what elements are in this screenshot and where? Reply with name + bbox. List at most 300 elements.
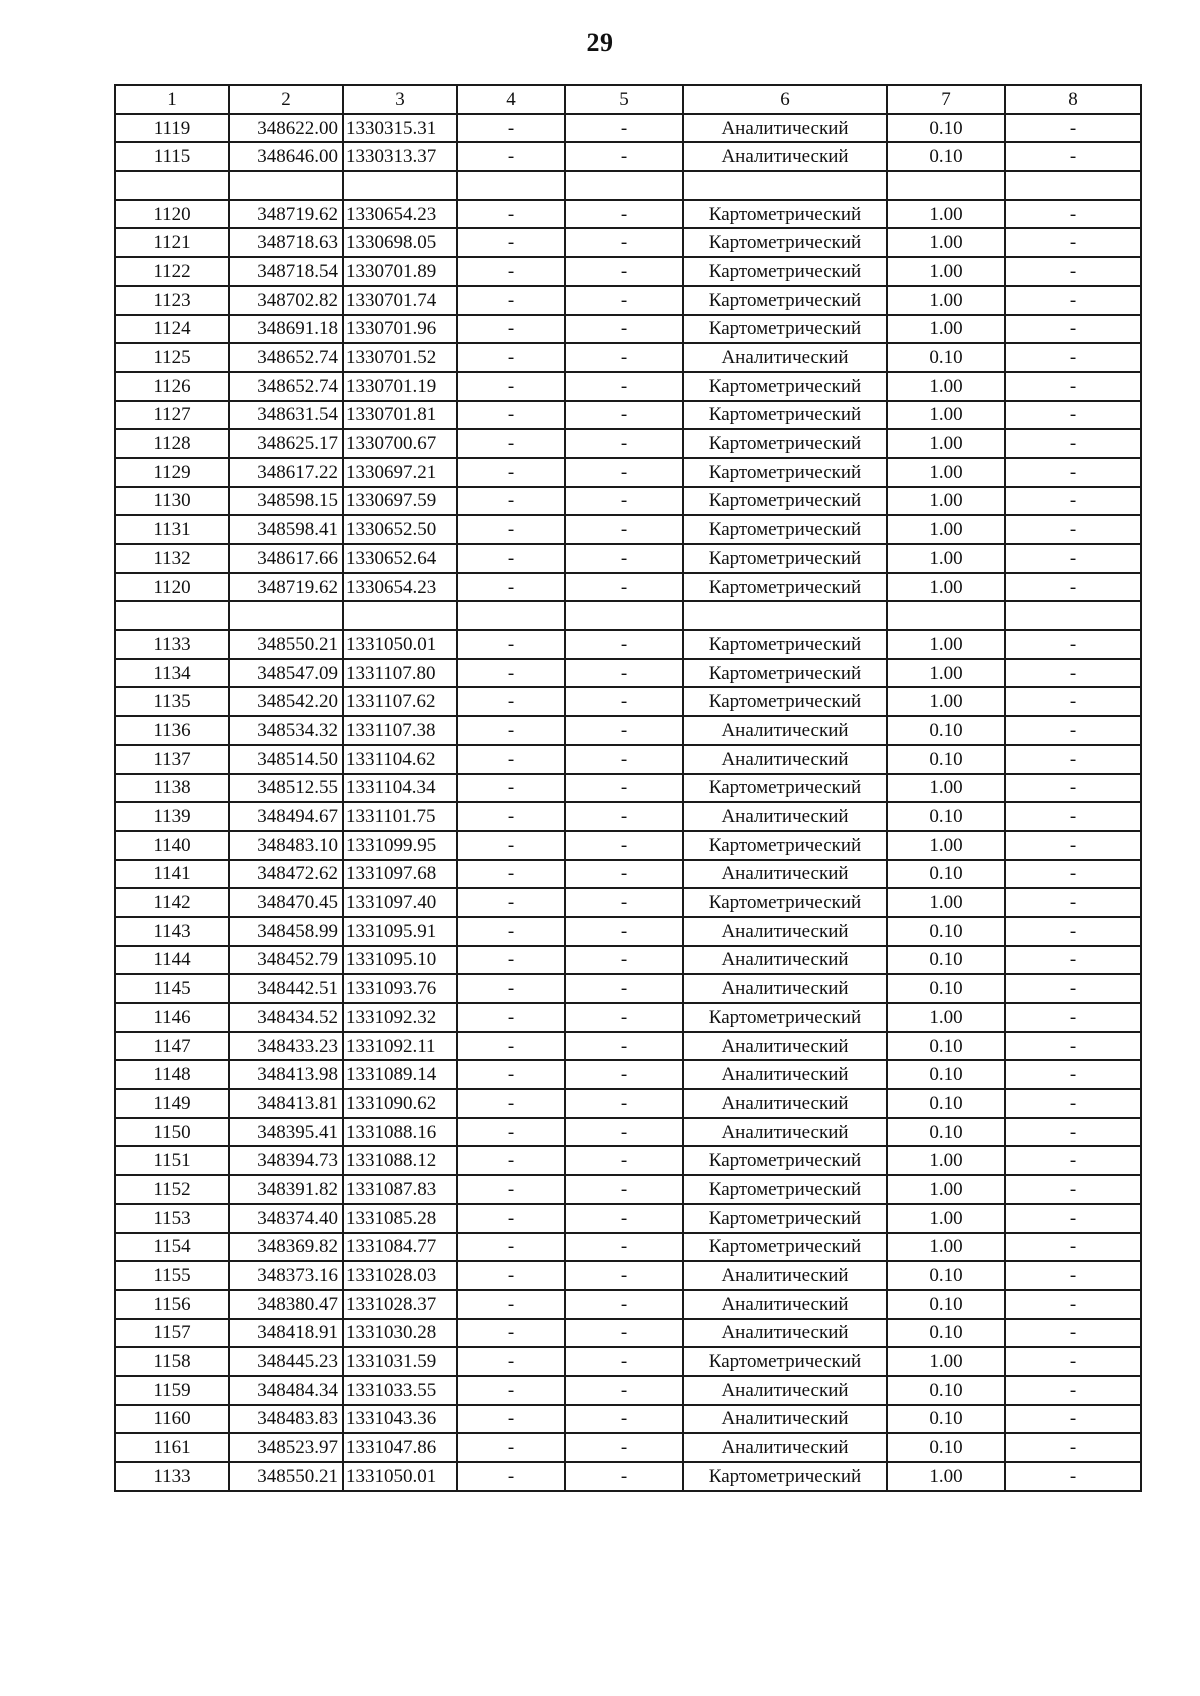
table-row — [115, 687, 1141, 716]
table-header-row — [115, 85, 1141, 114]
accuracy-cell: 0.10 — [887, 917, 1005, 946]
point-number-cell: 1138 — [115, 774, 229, 803]
col-5-cell: - — [565, 1462, 683, 1491]
col-5-cell: - — [565, 659, 683, 688]
col-4-cell: - — [457, 429, 565, 458]
col-4-cell: - — [457, 1319, 565, 1348]
point-number-cell: 1129 — [115, 458, 229, 487]
col-4-cell: - — [457, 946, 565, 975]
point-number-cell: 1125 — [115, 343, 229, 372]
point-number-cell: 1160 — [115, 1405, 229, 1434]
point-number-cell: 1128 — [115, 429, 229, 458]
x-coordinate-cell: 348719.62 — [229, 573, 343, 602]
col-8-cell: - — [1005, 1146, 1141, 1175]
table-row — [115, 573, 1141, 602]
y-coordinate-cell: 1331031.59 — [343, 1347, 457, 1376]
col-8-cell: - — [1005, 1405, 1141, 1434]
col-4-cell: - — [457, 343, 565, 372]
method-cell: Аналитический — [683, 1118, 887, 1147]
x-coordinate-cell: 348470.45 — [229, 888, 343, 917]
header-cell-5: 5 — [565, 85, 683, 114]
col-4-cell: - — [457, 228, 565, 257]
table-row — [115, 401, 1141, 430]
col-8-cell: - — [1005, 200, 1141, 229]
y-coordinate-cell: 1331085.28 — [343, 1204, 457, 1233]
accuracy-cell: 0.10 — [887, 1089, 1005, 1118]
point-number-cell: 1121 — [115, 228, 229, 257]
col-4-cell: - — [457, 659, 565, 688]
accuracy-cell: 0.10 — [887, 1405, 1005, 1434]
header-cell-4: 4 — [457, 85, 565, 114]
table-row — [115, 1433, 1141, 1462]
method-cell: Аналитический — [683, 1376, 887, 1405]
col-8-cell: - — [1005, 343, 1141, 372]
y-coordinate-cell: 1330701.52 — [343, 343, 457, 372]
method-cell: Картометрический — [683, 630, 887, 659]
x-coordinate-cell: 348617.22 — [229, 458, 343, 487]
accuracy-cell: 0.10 — [887, 1060, 1005, 1089]
x-coordinate-cell: 348442.51 — [229, 974, 343, 1003]
table-row — [115, 1319, 1141, 1348]
x-coordinate-cell: 348458.99 — [229, 917, 343, 946]
x-coordinate-cell — [229, 171, 343, 200]
x-coordinate-cell: 348622.00 — [229, 114, 343, 143]
method-cell: Аналитический — [683, 745, 887, 774]
col-8-cell: - — [1005, 860, 1141, 889]
x-coordinate-cell: 348598.41 — [229, 515, 343, 544]
col-4-cell: - — [457, 630, 565, 659]
y-coordinate-cell: 1331033.55 — [343, 1376, 457, 1405]
table-row — [115, 429, 1141, 458]
col-8-cell — [1005, 601, 1141, 630]
x-coordinate-cell — [229, 601, 343, 630]
y-coordinate-cell: 1331087.83 — [343, 1175, 457, 1204]
col-5-cell: - — [565, 1233, 683, 1262]
point-number-cell: 1126 — [115, 372, 229, 401]
col-5-cell: - — [565, 458, 683, 487]
table-row — [115, 1175, 1141, 1204]
accuracy-cell: 1.00 — [887, 774, 1005, 803]
col-4-cell: - — [457, 687, 565, 716]
table-row — [115, 257, 1141, 286]
table-row — [115, 487, 1141, 516]
y-coordinate-cell: 1331093.76 — [343, 974, 457, 1003]
table-row — [115, 860, 1141, 889]
accuracy-cell: 1.00 — [887, 257, 1005, 286]
x-coordinate-cell: 348413.98 — [229, 1060, 343, 1089]
x-coordinate-cell: 348483.83 — [229, 1405, 343, 1434]
col-5-cell: - — [565, 286, 683, 315]
header-cell-8: 8 — [1005, 85, 1141, 114]
method-cell: Аналитический — [683, 1060, 887, 1089]
col-4-cell: - — [457, 1347, 565, 1376]
accuracy-cell: 1.00 — [887, 831, 1005, 860]
col-8-cell: - — [1005, 142, 1141, 171]
x-coordinate-cell: 348433.23 — [229, 1032, 343, 1061]
accuracy-cell: 1.00 — [887, 1204, 1005, 1233]
col-4-cell: - — [457, 1233, 565, 1262]
method-cell: Картометрический — [683, 544, 887, 573]
method-cell: Аналитический — [683, 1261, 887, 1290]
method-cell: Картометрический — [683, 1204, 887, 1233]
table-row — [115, 659, 1141, 688]
y-coordinate-cell: 1331088.12 — [343, 1146, 457, 1175]
accuracy-cell: 0.10 — [887, 114, 1005, 143]
point-number-cell: 1145 — [115, 974, 229, 1003]
table-row — [115, 1060, 1141, 1089]
y-coordinate-cell: 1330698.05 — [343, 228, 457, 257]
point-number-cell: 1120 — [115, 573, 229, 602]
col-4-cell: - — [457, 802, 565, 831]
col-8-cell: - — [1005, 372, 1141, 401]
col-4-cell: - — [457, 200, 565, 229]
col-4-cell — [457, 601, 565, 630]
table-row — [115, 458, 1141, 487]
table-row — [115, 372, 1141, 401]
y-coordinate-cell: 1331028.03 — [343, 1261, 457, 1290]
col-5-cell: - — [565, 917, 683, 946]
x-coordinate-cell: 348523.97 — [229, 1433, 343, 1462]
method-cell: Аналитический — [683, 114, 887, 143]
y-coordinate-cell: 1331097.40 — [343, 888, 457, 917]
y-coordinate-cell: 1330654.23 — [343, 200, 457, 229]
method-cell: Картометрический — [683, 200, 887, 229]
table-row — [115, 716, 1141, 745]
table-row — [115, 1233, 1141, 1262]
col-8-cell: - — [1005, 515, 1141, 544]
y-coordinate-cell: 1331107.80 — [343, 659, 457, 688]
col-5-cell — [565, 601, 683, 630]
x-coordinate-cell: 348413.81 — [229, 1089, 343, 1118]
col-4-cell: - — [457, 1003, 565, 1032]
method-cell: Картометрический — [683, 1146, 887, 1175]
col-5-cell: - — [565, 315, 683, 344]
col-4-cell: - — [457, 1261, 565, 1290]
method-cell: Аналитический — [683, 716, 887, 745]
y-coordinate-cell: 1330701.19 — [343, 372, 457, 401]
x-coordinate-cell: 348512.55 — [229, 774, 343, 803]
point-number-cell: 1147 — [115, 1032, 229, 1061]
table-body — [115, 85, 1141, 1491]
col-8-cell: - — [1005, 315, 1141, 344]
table-row — [115, 745, 1141, 774]
accuracy-cell: 0.10 — [887, 343, 1005, 372]
point-number-cell: 1133 — [115, 630, 229, 659]
x-coordinate-cell: 348534.32 — [229, 716, 343, 745]
x-coordinate-cell: 348547.09 — [229, 659, 343, 688]
point-number-cell: 1137 — [115, 745, 229, 774]
x-coordinate-cell: 348369.82 — [229, 1233, 343, 1262]
y-coordinate-cell — [343, 601, 457, 630]
table-row — [115, 343, 1141, 372]
accuracy-cell: 0.10 — [887, 946, 1005, 975]
accuracy-cell: 1.00 — [887, 286, 1005, 315]
y-coordinate-cell: 1331107.38 — [343, 716, 457, 745]
y-coordinate-cell: 1331092.11 — [343, 1032, 457, 1061]
y-coordinate-cell: 1330315.31 — [343, 114, 457, 143]
point-number-cell — [115, 171, 229, 200]
col-4-cell: - — [457, 142, 565, 171]
col-4-cell: - — [457, 1204, 565, 1233]
method-cell: Аналитический — [683, 1405, 887, 1434]
col-5-cell: - — [565, 774, 683, 803]
col-8-cell — [1005, 171, 1141, 200]
col-4-cell: - — [457, 286, 565, 315]
y-coordinate-cell: 1330701.74 — [343, 286, 457, 315]
x-coordinate-cell: 348550.21 — [229, 1462, 343, 1491]
col-8-cell: - — [1005, 1089, 1141, 1118]
table-row — [115, 774, 1141, 803]
x-coordinate-cell: 348691.18 — [229, 315, 343, 344]
col-5-cell: - — [565, 630, 683, 659]
accuracy-cell: 1.00 — [887, 544, 1005, 573]
point-number-cell: 1151 — [115, 1146, 229, 1175]
col-5-cell: - — [565, 228, 683, 257]
method-cell: Картометрический — [683, 1347, 887, 1376]
x-coordinate-cell: 348646.00 — [229, 142, 343, 171]
y-coordinate-cell: 1330701.81 — [343, 401, 457, 430]
x-coordinate-cell: 348373.16 — [229, 1261, 343, 1290]
col-5-cell: - — [565, 573, 683, 602]
col-5-cell: - — [565, 1204, 683, 1233]
point-number-cell: 1141 — [115, 860, 229, 889]
col-4-cell: - — [457, 974, 565, 1003]
col-5-cell: - — [565, 1003, 683, 1032]
col-5-cell: - — [565, 1032, 683, 1061]
accuracy-cell: 1.00 — [887, 200, 1005, 229]
col-5-cell: - — [565, 745, 683, 774]
col-4-cell: - — [457, 1175, 565, 1204]
col-4-cell: - — [457, 716, 565, 745]
point-number-cell: 1119 — [115, 114, 229, 143]
header-cell-7: 7 — [887, 85, 1005, 114]
col-5-cell: - — [565, 1261, 683, 1290]
accuracy-cell: 1.00 — [887, 1146, 1005, 1175]
method-cell: Картометрический — [683, 315, 887, 344]
table-row — [115, 946, 1141, 975]
table-row — [115, 1347, 1141, 1376]
col-4-cell: - — [457, 372, 565, 401]
y-coordinate-cell: 1331107.62 — [343, 687, 457, 716]
accuracy-cell — [887, 171, 1005, 200]
point-number-cell: 1131 — [115, 515, 229, 544]
table-row — [115, 1204, 1141, 1233]
table-row — [115, 544, 1141, 573]
x-coordinate-cell: 348472.62 — [229, 860, 343, 889]
point-number-cell: 1159 — [115, 1376, 229, 1405]
accuracy-cell: 1.00 — [887, 573, 1005, 602]
method-cell — [683, 171, 887, 200]
point-number-cell: 1139 — [115, 802, 229, 831]
accuracy-cell: 1.00 — [887, 429, 1005, 458]
table-row — [115, 974, 1141, 1003]
col-5-cell: - — [565, 1118, 683, 1147]
method-cell — [683, 601, 887, 630]
col-8-cell: - — [1005, 831, 1141, 860]
col-4-cell: - — [457, 515, 565, 544]
x-coordinate-cell: 348484.34 — [229, 1376, 343, 1405]
col-5-cell: - — [565, 200, 683, 229]
x-coordinate-cell: 348394.73 — [229, 1146, 343, 1175]
point-number-cell: 1134 — [115, 659, 229, 688]
y-coordinate-cell: 1331099.95 — [343, 831, 457, 860]
col-5-cell: - — [565, 343, 683, 372]
table-row — [115, 1376, 1141, 1405]
col-8-cell: - — [1005, 917, 1141, 946]
table-row — [115, 142, 1141, 171]
col-8-cell: - — [1005, 1032, 1141, 1061]
x-coordinate-cell: 348719.62 — [229, 200, 343, 229]
point-number-cell: 1140 — [115, 831, 229, 860]
method-cell: Картометрический — [683, 687, 887, 716]
col-5-cell: - — [565, 1347, 683, 1376]
x-coordinate-cell: 348380.47 — [229, 1290, 343, 1319]
point-number-cell: 1142 — [115, 888, 229, 917]
x-coordinate-cell: 348494.67 — [229, 802, 343, 831]
y-coordinate-cell: 1331050.01 — [343, 630, 457, 659]
x-coordinate-cell: 348652.74 — [229, 343, 343, 372]
method-cell: Аналитический — [683, 974, 887, 1003]
col-5-cell: - — [565, 687, 683, 716]
accuracy-cell: 0.10 — [887, 1290, 1005, 1319]
method-cell: Аналитический — [683, 1433, 887, 1462]
accuracy-cell: 1.00 — [887, 888, 1005, 917]
method-cell: Картометрический — [683, 1233, 887, 1262]
x-coordinate-cell: 348374.40 — [229, 1204, 343, 1233]
x-coordinate-cell: 348718.54 — [229, 257, 343, 286]
col-4-cell: - — [457, 487, 565, 516]
y-coordinate-cell: 1331095.10 — [343, 946, 457, 975]
accuracy-cell: 1.00 — [887, 659, 1005, 688]
accuracy-cell: 1.00 — [887, 687, 1005, 716]
col-8-cell: - — [1005, 1433, 1141, 1462]
method-cell: Аналитический — [683, 860, 887, 889]
accuracy-cell: 1.00 — [887, 228, 1005, 257]
point-number-cell: 1154 — [115, 1233, 229, 1262]
col-5-cell: - — [565, 114, 683, 143]
table-row — [115, 228, 1141, 257]
x-coordinate-cell: 348395.41 — [229, 1118, 343, 1147]
y-coordinate-cell: 1330700.67 — [343, 429, 457, 458]
col-5-cell: - — [565, 515, 683, 544]
accuracy-cell: 0.10 — [887, 1319, 1005, 1348]
col-5-cell: - — [565, 372, 683, 401]
method-cell: Картометрический — [683, 659, 887, 688]
point-number-cell: 1132 — [115, 544, 229, 573]
col-5-cell: - — [565, 888, 683, 917]
col-8-cell: - — [1005, 774, 1141, 803]
x-coordinate-cell: 348617.66 — [229, 544, 343, 573]
accuracy-cell: 1.00 — [887, 630, 1005, 659]
method-cell: Картометрический — [683, 1462, 887, 1491]
method-cell: Картометрический — [683, 401, 887, 430]
y-coordinate-cell: 1330697.21 — [343, 458, 457, 487]
col-5-cell: - — [565, 257, 683, 286]
col-4-cell: - — [457, 257, 565, 286]
col-5-cell — [565, 171, 683, 200]
col-4-cell: - — [457, 1290, 565, 1319]
table-row — [115, 1003, 1141, 1032]
point-number-cell: 1152 — [115, 1175, 229, 1204]
method-cell: Аналитический — [683, 1290, 887, 1319]
x-coordinate-cell: 348391.82 — [229, 1175, 343, 1204]
method-cell: Аналитический — [683, 1319, 887, 1348]
method-cell: Картометрический — [683, 286, 887, 315]
point-number-cell: 1130 — [115, 487, 229, 516]
table-row — [115, 888, 1141, 917]
col-5-cell: - — [565, 401, 683, 430]
accuracy-cell: 0.10 — [887, 745, 1005, 774]
point-number-cell: 1115 — [115, 142, 229, 171]
y-coordinate-cell: 1331089.14 — [343, 1060, 457, 1089]
accuracy-cell: 1.00 — [887, 1233, 1005, 1262]
table-row — [115, 1290, 1141, 1319]
method-cell: Картометрический — [683, 487, 887, 516]
col-4-cell: - — [457, 888, 565, 917]
col-8-cell: - — [1005, 573, 1141, 602]
x-coordinate-cell: 348483.10 — [229, 831, 343, 860]
method-cell: Картометрический — [683, 257, 887, 286]
point-number-cell: 1123 — [115, 286, 229, 315]
accuracy-cell: 1.00 — [887, 1175, 1005, 1204]
table-row — [115, 315, 1141, 344]
x-coordinate-cell: 348418.91 — [229, 1319, 343, 1348]
method-cell: Аналитический — [683, 946, 887, 975]
table-row — [115, 1405, 1141, 1434]
method-cell: Картометрический — [683, 1003, 887, 1032]
table-row — [115, 1146, 1141, 1175]
col-5-cell: - — [565, 860, 683, 889]
accuracy-cell: 0.10 — [887, 1118, 1005, 1147]
col-5-cell: - — [565, 716, 683, 745]
accuracy-cell: 1.00 — [887, 1347, 1005, 1376]
col-8-cell: - — [1005, 1462, 1141, 1491]
x-coordinate-cell: 348652.74 — [229, 372, 343, 401]
y-coordinate-cell: 1330652.64 — [343, 544, 457, 573]
method-cell: Картометрический — [683, 228, 887, 257]
col-5-cell: - — [565, 1060, 683, 1089]
y-coordinate-cell: 1331095.91 — [343, 917, 457, 946]
col-8-cell: - — [1005, 1204, 1141, 1233]
table-row — [115, 1261, 1141, 1290]
point-number-cell: 1158 — [115, 1347, 229, 1376]
col-4-cell: - — [457, 860, 565, 889]
method-cell: Картометрический — [683, 515, 887, 544]
accuracy-cell: 0.10 — [887, 802, 1005, 831]
table-row — [115, 1462, 1141, 1491]
col-4-cell — [457, 171, 565, 200]
col-8-cell: - — [1005, 1261, 1141, 1290]
col-8-cell: - — [1005, 1003, 1141, 1032]
col-5-cell: - — [565, 1290, 683, 1319]
y-coordinate-cell: 1331101.75 — [343, 802, 457, 831]
col-4-cell: - — [457, 1376, 565, 1405]
col-5-cell: - — [565, 1433, 683, 1462]
method-cell: Аналитический — [683, 1032, 887, 1061]
point-number-cell: 1161 — [115, 1433, 229, 1462]
x-coordinate-cell: 348702.82 — [229, 286, 343, 315]
y-coordinate-cell: 1330701.89 — [343, 257, 457, 286]
col-5-cell: - — [565, 1146, 683, 1175]
method-cell: Аналитический — [683, 343, 887, 372]
point-number-cell: 1149 — [115, 1089, 229, 1118]
col-8-cell: - — [1005, 257, 1141, 286]
point-number-cell: 1120 — [115, 200, 229, 229]
table-row — [115, 917, 1141, 946]
col-8-cell: - — [1005, 687, 1141, 716]
col-5-cell: - — [565, 429, 683, 458]
x-coordinate-cell: 348542.20 — [229, 687, 343, 716]
